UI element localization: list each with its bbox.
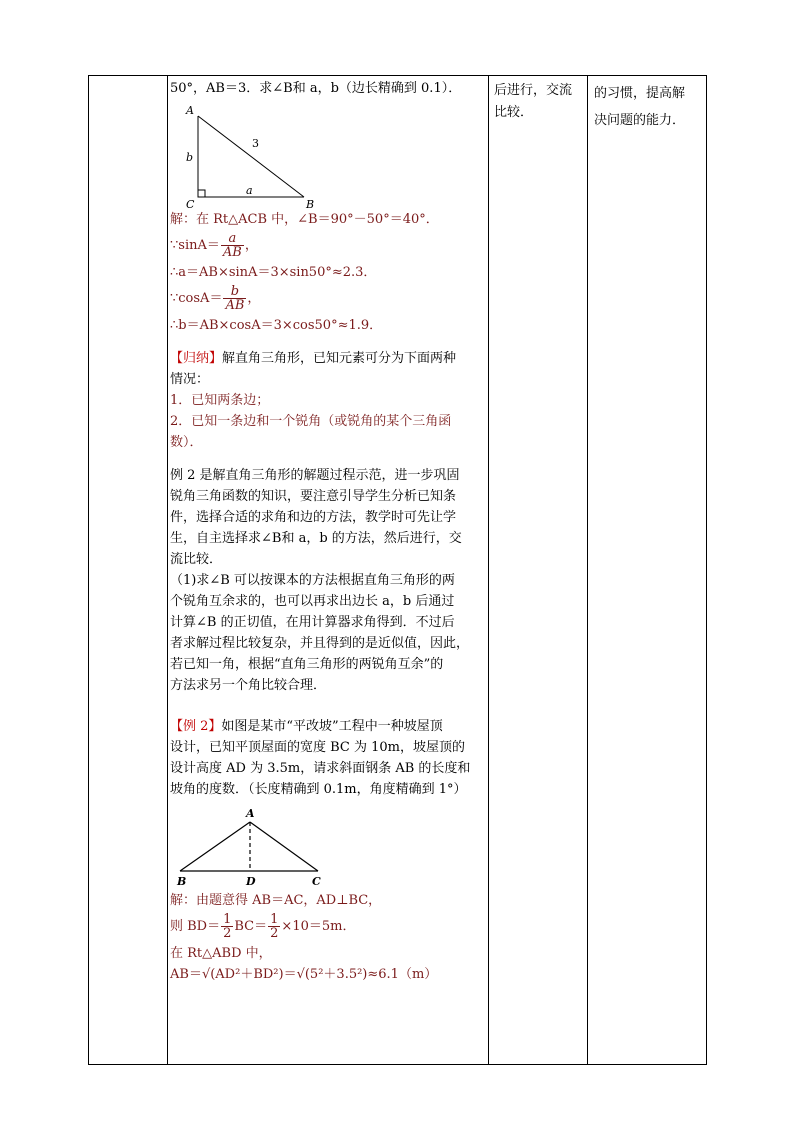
solution-1-line-2: ∵sinA＝ $\frac{a}{AB}$ ，	[170, 231, 258, 260]
roof-vertex-B: B	[177, 875, 187, 888]
solution-2-line-3: 在 Rt△ABD 中，	[170, 946, 272, 961]
roof-vertex-D: D	[246, 875, 256, 888]
roof-vertex-C: C	[312, 875, 321, 888]
fraction-a-over-AB: $\frac{a}{AB}$	[222, 231, 242, 260]
summary-item-1: 1．已知两条边；	[170, 393, 270, 408]
right-triangle-figure	[180, 99, 320, 209]
column-divider-3	[587, 75, 588, 1065]
solution-1-line-5: ∴b＝AB×cosA＝3×cos50°≈1.9．	[170, 318, 383, 333]
column-divider-1	[167, 75, 168, 1065]
vertex-A-label: A	[186, 104, 194, 117]
solution-2-line-1: 解：由题意得 AB＝AC，AD⊥BC，	[170, 893, 382, 908]
solution-1-line-4: ∵cosA＝ $\frac{b}{AB}$ ，	[170, 284, 261, 313]
roof-triangle-figure	[170, 806, 350, 890]
example-2-tag: 【例 2】	[170, 719, 222, 734]
fraction-one-half-2: $\frac{1}{2}$	[270, 912, 279, 941]
teaching-note: 例 2 是解直角三角形的解题过程示范，进一步巩固 锐角三角函数的知识，要注意引导学生分析已知条 件，选择合适的求角和边的方法，教学时可先让学 生，自主选择求∠B和 a，b 的方法，然后进行，交 流比较． （1)求∠B 可以按课本的方法根据直角三角形的两 个锐角互余求的，也可以再求出边长 a，b 后通过 计算∠B 的正切值，在用计算器求角得到．不过后 者求解过程比较复杂，并且得到的是近似值，因此， 若已知一角，根据“直角三角形的两锐角互余”的 方法求另一个角比较合理．	[170, 468, 470, 693]
summary-item-2: 2．已知一条边和一个锐角（或锐角的某个三角函	[170, 414, 452, 429]
vertex-C-label: C	[186, 198, 195, 209]
teaching-content-cell	[170, 78, 488, 985]
solution-1	[170, 209, 488, 336]
example1-question-tail: 50°，AB＝3．求∠B和 a，b（边长精确到 0.1）．	[170, 81, 462, 96]
student-activity-cell: 后进行，交流 比较．	[494, 83, 573, 120]
vertex-B-label: B	[306, 198, 315, 209]
solution-2-line-4: AB＝√(AD²＋BD²)＝√(5²＋3.5²)≈6.1（m）	[170, 967, 438, 982]
fraction-one-half: $\frac{1}{2}$	[223, 912, 232, 941]
solution-1-line-1: 解：在 Rt△ACB 中，∠B＝90°－50°＝40°．	[170, 212, 439, 227]
roof-vertex-A: A	[246, 807, 255, 820]
fraction-b-over-AB: $\frac{b}{AB}$	[225, 284, 245, 313]
summary-tag: 【归纳】	[170, 351, 223, 366]
design-intent-cell: 的习惯，提高解 决问题的能力．	[594, 86, 686, 128]
column-divider-2	[488, 75, 489, 1065]
example-2: 【例 2】如图是某市“平改坡”工程中一种坡屋顶 设计，已知平顶屋面的宽度 BC 为 10m，坡屋顶的 设计高度 AD 为 3.5m，请求斜面钢条 AB 的长度和 坡角的度数．（长度精确到 0.1m，角度精确到 1°）	[170, 719, 471, 797]
solution-2	[170, 890, 488, 985]
side-b-label: b	[186, 151, 194, 164]
solution-2-line-2: 则 BD＝ $\frac{1}{2}$ BC＝ $\frac{1}{2}$ ×10＝5m．	[170, 912, 356, 941]
side-a-label: a	[246, 184, 253, 197]
hypotenuse-label: 3	[252, 137, 259, 150]
summary-block: 【归纳】解直角三角形，已知元素可分为下面两种 情况： 1．已知两条边； 2．已知一条边和一个锐角（或锐角的某个三角函 数）．	[170, 348, 488, 453]
solution-1-line-3: ∴a＝AB×sinA＝3×sin50°≈2.3．	[170, 265, 377, 280]
